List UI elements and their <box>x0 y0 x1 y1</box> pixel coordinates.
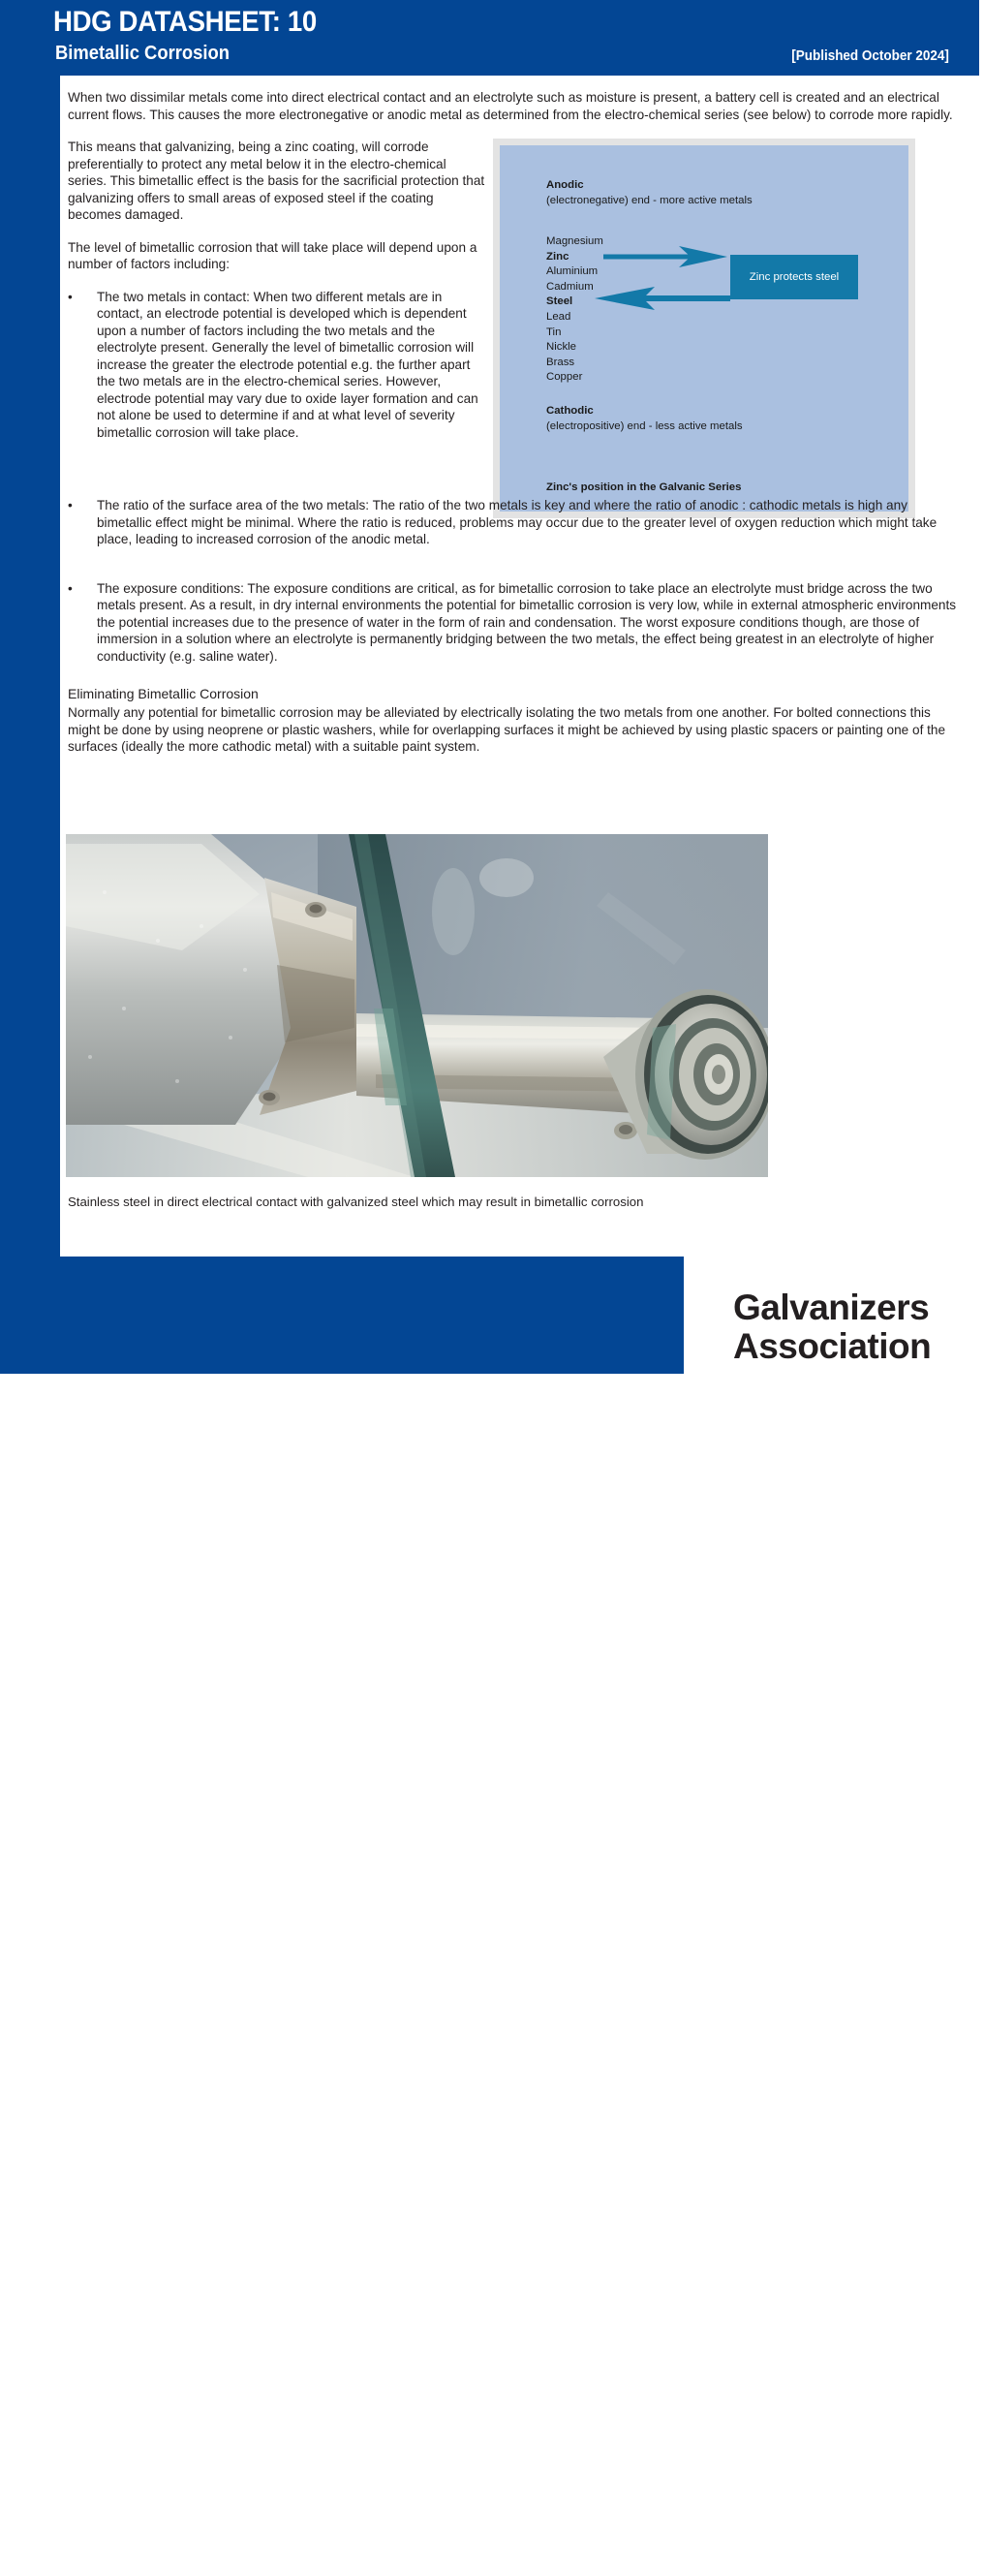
diagram-caption: Zinc's position in the Galvanic Series <box>546 481 742 493</box>
metal-item: Brass <box>546 356 575 368</box>
cathodic-title: Cathodic <box>546 405 594 417</box>
bullet-marker: • <box>68 580 73 596</box>
list-item <box>68 580 957 666</box>
metal-item: Steel <box>546 295 573 308</box>
left-accent-bar <box>0 0 60 1374</box>
bolt-head-icon <box>259 1090 280 1105</box>
bullet-text: The ratio of the surface area of the two metals: The ratio of the two metals is key and where the ratio of anodic : cathodic metals is high any bimetallic effect might be minimal. Where the ratio is reduced, problems may occur due to the greater level of oxygen reduction which might take place, leading to increased corrosion of the anodic metal. <box>97 498 938 546</box>
zinc-protects-steel-callout: Zinc protects steel <box>730 255 858 299</box>
eliminating-heading: Eliminating Bimetallic Corrosion <box>68 686 259 701</box>
logo-line-2: Association <box>733 1326 932 1366</box>
bullet-text: The two metals in contact: When two different metals are in contact, an electrode potential is developed which is dependent upon a number of factors including the two metals and the electrolyte present. Generally the level of bimetallic corrosion will increase the greater the electrode potential e.g. the further apart the two metals are in the electro-chemical series. However, electrode potential may vary due to oxide layer formation and can not alone be used to determine if and at what level of severity bimetallic corrosion will take place. <box>97 289 478 440</box>
paragraph-2: This means that galvanizing, being a zinc coating, will corrode preferentially to protect any metal below it in the electro-chemical series. This bimetallic effect is the basis for the sacrificial protection that galvanizing offers to small areas of exposed steel if the coating becomes damaged. <box>68 140 485 222</box>
metal-item: Lead <box>546 310 571 323</box>
publication-date: [Published October 2024] <box>791 48 949 64</box>
metal-item: Aluminium <box>546 265 599 278</box>
footer-notch <box>60 1240 684 1257</box>
photo-illustration <box>66 834 768 1177</box>
bullet-text: The exposure conditions: The exposure conditions are critical, as for bimetallic corrosion to take place an electrolyte must bridge across the two metals present. As a result, in dry internal environments the potential for bimetallic corrosion is very low, while in external atmospheric environments the potential increases due to the presence of water in the form of rain and condensation. The worst exposure conditions though, are those of immersion in a solution where an electrolyte is permanently bridging between the two metals, the effect being greatest in an electrolyte of higher conductivity (e.g. saline water). <box>97 580 957 664</box>
intro-paragraph: When two dissimilar metals come into direct electrical contact and an electrolyte such as moisture is present, a battery cell is created and an electrical current flows. This causes the more electronegative or anodic metal as determined from the electro-chemical series (see below) to corrode more rapidly. <box>68 90 953 122</box>
metal-item: Tin <box>546 326 562 338</box>
anodic-title: Anodic <box>546 179 584 191</box>
photo-caption: Stainless steel in direct electrical contact with galvanized steel which may result in bimetallic corrosion <box>68 1195 644 1209</box>
list-item <box>68 289 957 442</box>
cathodic-subtitle: (electropositive) end - less active metals <box>546 420 743 432</box>
page-footer <box>0 1257 684 2574</box>
metal-item: Nickle <box>546 341 577 354</box>
logo-line-1: Galvanizers <box>733 1288 930 1327</box>
footer-address: Wren's Court, 56 Victoria Road, Sutton Coldfield, West Midlands B72 1SY <box>68 2539 527 2555</box>
paragraph-3: The level of bimetallic corrosion that will take place will depend upon a number of factors including: <box>68 239 477 271</box>
metal-item: Copper <box>546 371 583 384</box>
footer-contact-block <box>68 2537 526 2576</box>
eliminating-paragraph: Normally any potential for bimetallic corrosion may be alleviated by electrically isolating the two metals from one another. For bolted connections this might be done by using neoprene or plastic washers, while for overlapping surfaces it might be achieved by using plastic spacers or painting one of the surfaces (ideally the more cathodic metal) with a suitable paint system. <box>68 705 946 754</box>
right-page-edge <box>979 0 984 1374</box>
page-header <box>0 0 984 76</box>
list-item <box>68 497 957 548</box>
footer-contact: T: +44 (0)121 355 8838 F: +44 (0)121 355 8727 www.galvanizing.org.uk <box>68 2559 515 2574</box>
bolt-head-icon <box>305 902 326 917</box>
page-title: HDG DATASHEET: 10 <box>53 6 317 38</box>
anodic-subtitle: (electronegative) end - more active metals <box>546 195 753 206</box>
bullet-marker: • <box>68 498 73 512</box>
metal-item: Cadmium <box>546 280 594 293</box>
page-subtitle: Bimetallic Corrosion <box>55 43 230 64</box>
bullet-marker: • <box>68 289 73 304</box>
main-content <box>68 89 957 771</box>
metal-item: Zinc <box>546 250 569 263</box>
galvanizers-association-logo <box>733 1288 966 1366</box>
bimetallic-corrosion-photo <box>66 834 768 1177</box>
metal-item: Magnesium <box>546 235 603 247</box>
